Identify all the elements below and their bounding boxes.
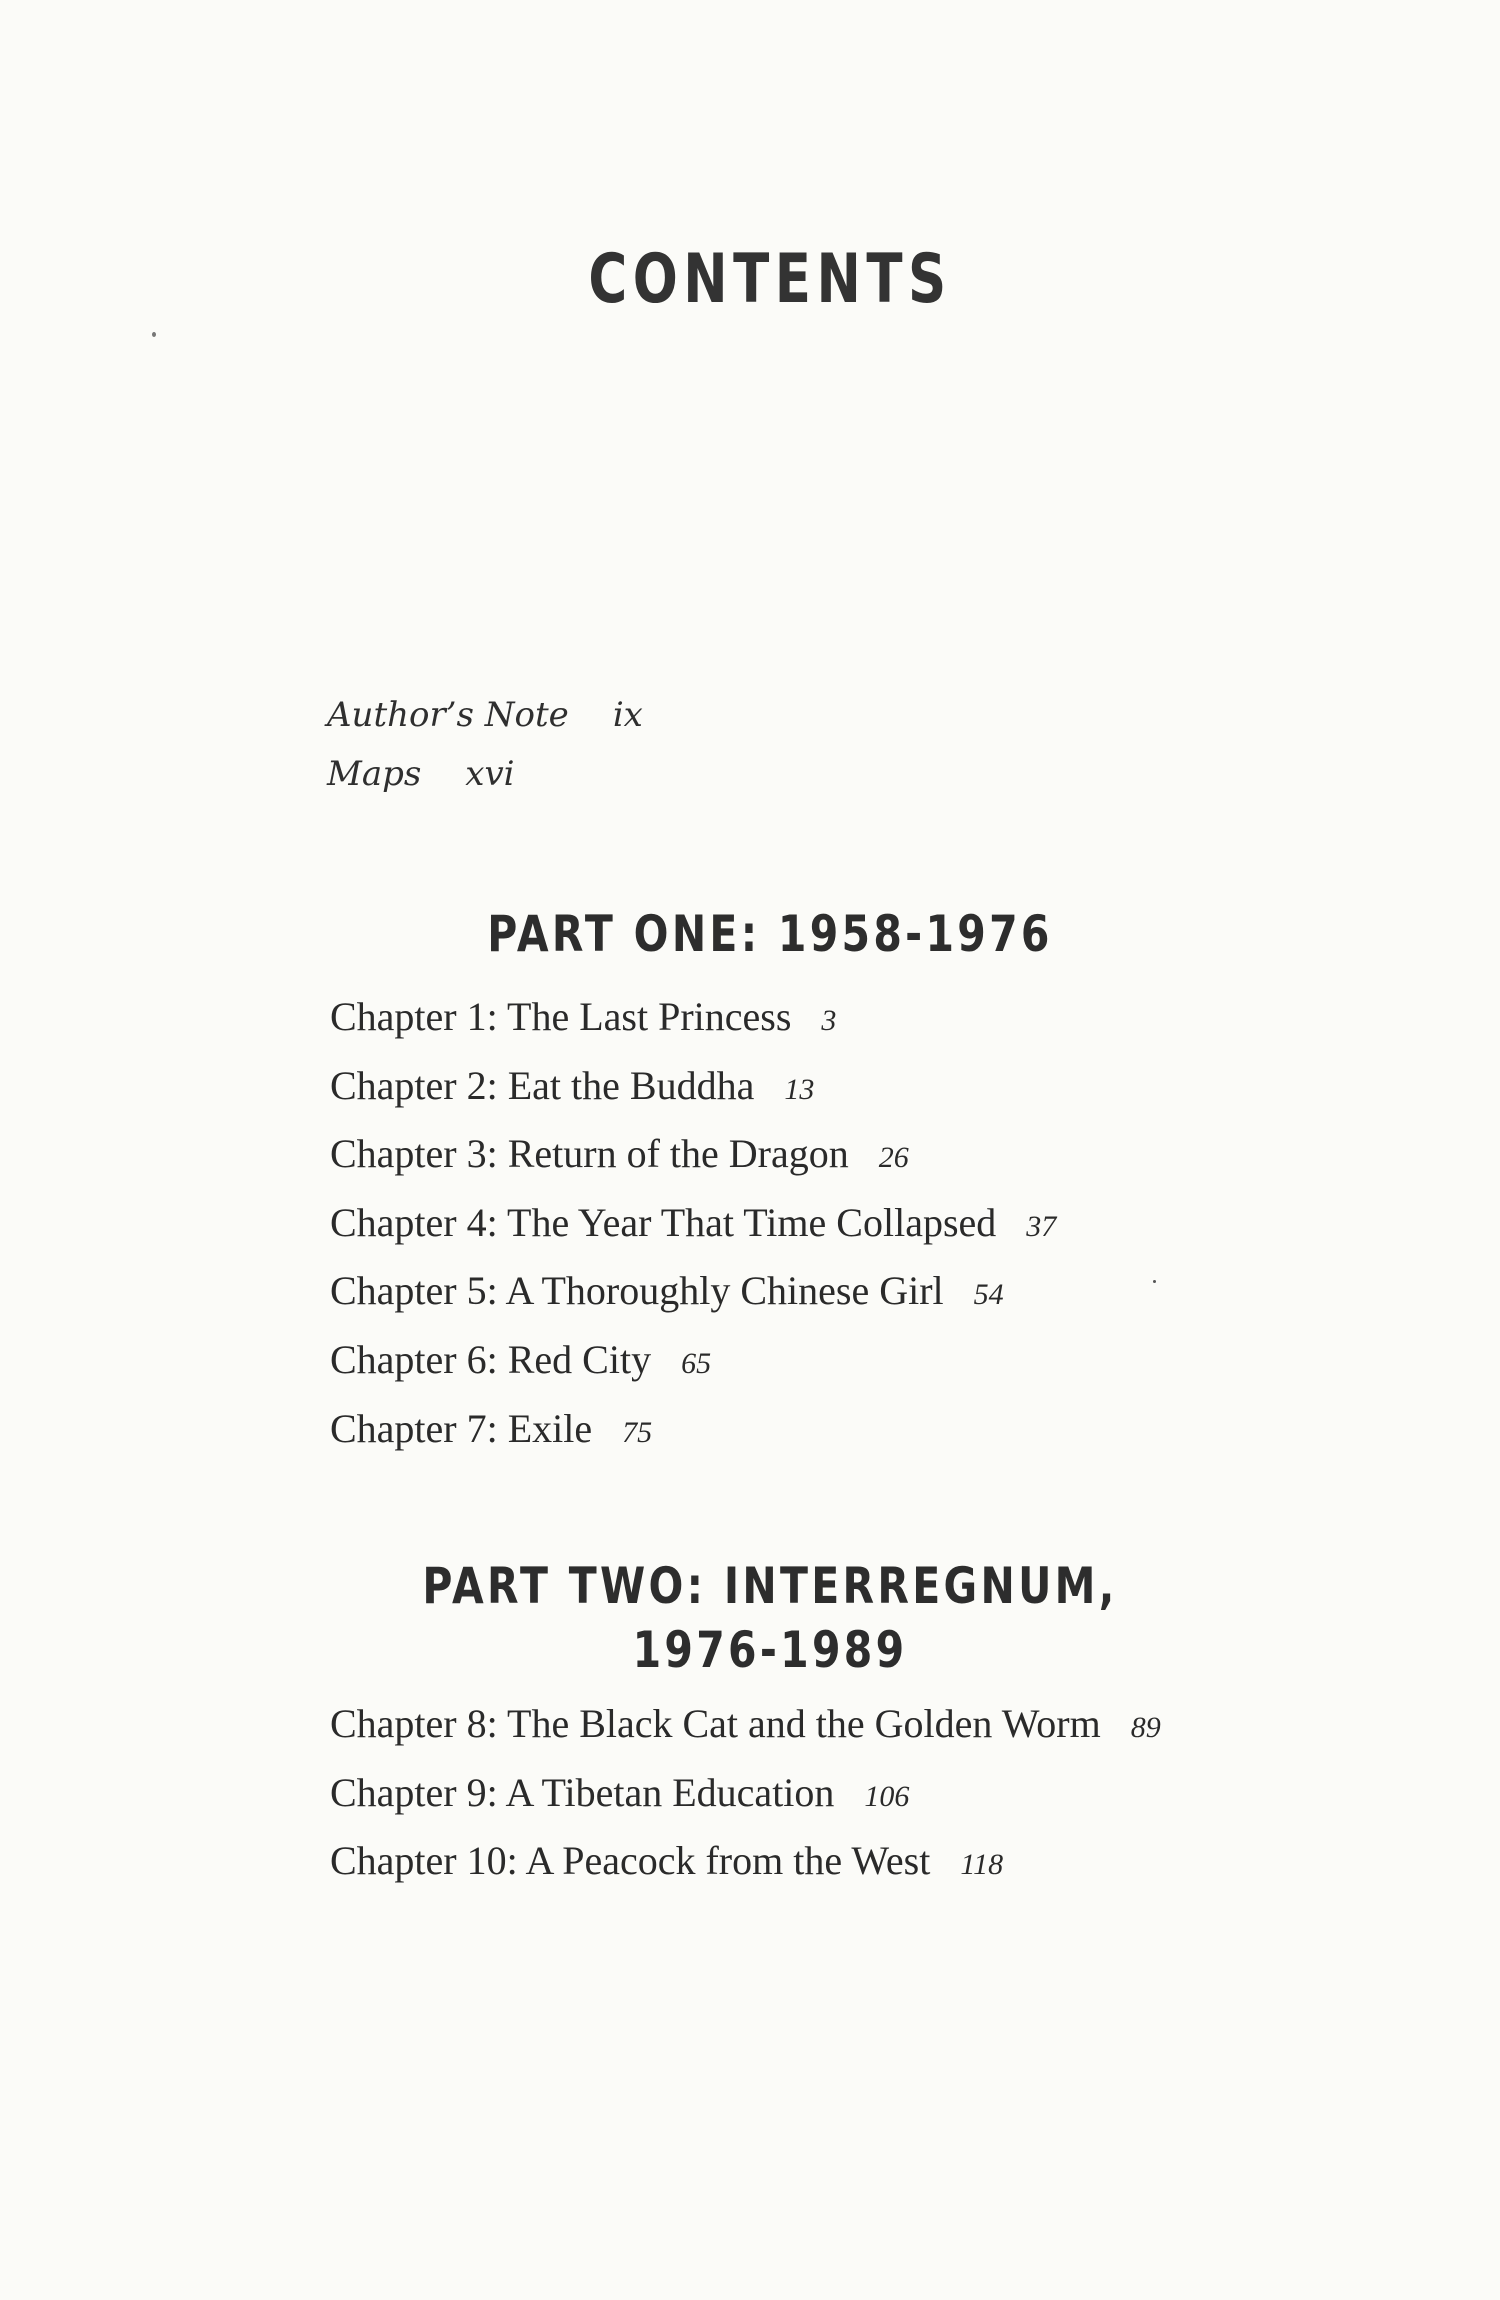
toc-entry-label: Chapter 4: The Year That Time Collapsed xyxy=(330,1199,997,1245)
toc-entry-label: Maps xyxy=(327,754,422,794)
toc-entry-label: Chapter 10: A Peacock from the West xyxy=(330,1838,931,1884)
toc-entry-page: 106 xyxy=(864,1779,910,1813)
toc-entry-label: Chapter 6: Red City xyxy=(330,1336,652,1382)
toc-entry[interactable] xyxy=(330,985,1056,1054)
toc-entry-label: Chapter 9: A Tibetan Education xyxy=(330,1769,835,1815)
toc-entry-label: Chapter 5: A Thoroughly Chinese Girl xyxy=(330,1268,944,1314)
toc-entry-label: Chapter 7: Exile xyxy=(330,1405,593,1451)
toc-entry[interactable] xyxy=(330,1122,1056,1191)
toc-entry[interactable] xyxy=(330,1054,1056,1123)
toc-entry[interactable] xyxy=(330,1692,1161,1761)
toc-entry-label: Chapter 3: Return of the Dragon xyxy=(330,1131,849,1177)
toc-entry-page: xvi xyxy=(465,754,515,794)
part-one-heading: PART ONE: 1958-1976 xyxy=(487,905,1053,963)
part-one-chapter-list xyxy=(330,985,1056,1465)
toc-entry-page: 13 xyxy=(784,1072,815,1106)
toc-entry[interactable] xyxy=(330,1397,1056,1466)
toc-entry[interactable] xyxy=(327,686,643,745)
toc-entry-page: 118 xyxy=(960,1848,1004,1882)
page-title: CONTENTS xyxy=(588,240,952,319)
toc-entry-page: 54 xyxy=(973,1278,1004,1312)
toc-entry[interactable] xyxy=(327,745,643,804)
toc-entry-page: 89 xyxy=(1130,1711,1161,1744)
toc-entry[interactable] xyxy=(330,1328,1056,1397)
toc-entry-page: 65 xyxy=(681,1346,712,1380)
toc-entry-page: 75 xyxy=(622,1415,653,1449)
toc-entry[interactable] xyxy=(330,1259,1056,1328)
toc-entry-label: Chapter 8: The Black Cat and the Golden Worm xyxy=(330,1701,1101,1746)
part-two-heading-line2: 1976-1989 xyxy=(632,1621,908,1679)
toc-entry-label: Chapter 1: The Last Princess xyxy=(330,994,792,1039)
toc-entry-label: Chapter 2: Eat the Buddha xyxy=(330,1062,755,1108)
page-smudge xyxy=(152,332,156,337)
toc-entry[interactable] xyxy=(330,1761,1161,1830)
part-two-heading-line1: PART TWO: INTERREGNUM, xyxy=(422,1557,1118,1615)
toc-entry-page: 3 xyxy=(821,1004,837,1037)
page-speck xyxy=(1153,1280,1156,1283)
front-matter-list xyxy=(327,686,643,804)
toc-entry[interactable] xyxy=(330,1829,1161,1898)
part-two-chapter-list xyxy=(330,1692,1161,1898)
toc-entry-page: ix xyxy=(612,695,643,735)
toc-entry[interactable] xyxy=(330,1191,1056,1260)
part-two-heading xyxy=(139,1554,1402,1682)
toc-entry-page: 37 xyxy=(1026,1209,1057,1243)
toc-entry-page: 26 xyxy=(878,1141,909,1175)
toc-entry-label: Author’s Note xyxy=(327,695,569,735)
